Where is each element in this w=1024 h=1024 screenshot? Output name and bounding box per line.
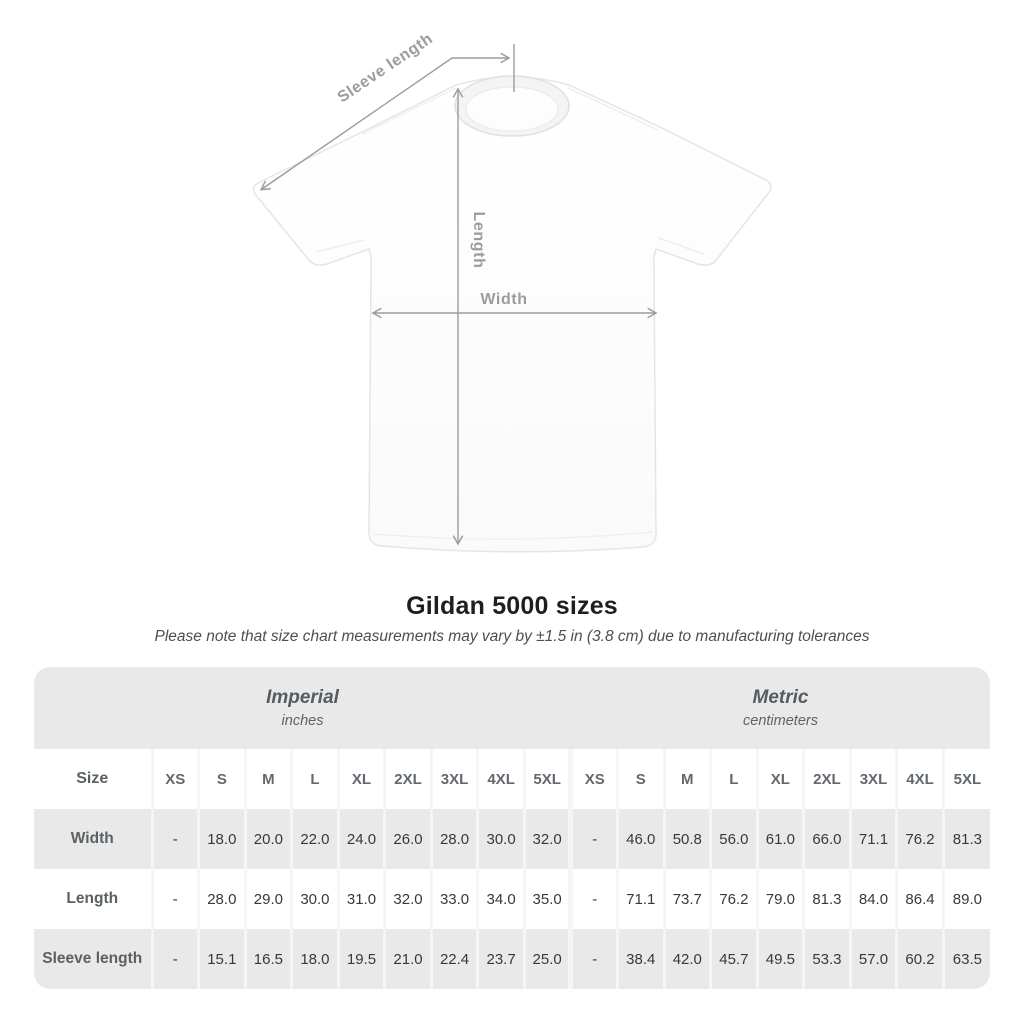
value-cell: 24.0 <box>338 809 385 869</box>
value-cell: 15.1 <box>199 929 246 989</box>
value-cell: - <box>571 869 618 929</box>
value-cell: 21.0 <box>385 929 432 989</box>
value-cell: 57.0 <box>850 929 897 989</box>
size-header-imperial-2xl: 2XL <box>385 749 432 809</box>
value-cell: 81.3 <box>943 809 990 869</box>
page-subtitle: Please note that size chart measurements may vary by ±1.5 in (3.8 cm) due to manufacturing tolerances <box>154 628 870 645</box>
t-shirt-shape <box>254 76 771 552</box>
size-header-metric-xl: XL <box>757 749 804 809</box>
value-cell: 63.5 <box>943 929 990 989</box>
width-label: Width <box>480 291 528 308</box>
value-cell: 22.0 <box>292 809 339 869</box>
value-cell: 79.0 <box>757 869 804 929</box>
value-cell: 49.5 <box>757 929 804 989</box>
value-cell: - <box>571 929 618 989</box>
value-cell: 28.0 <box>431 809 478 869</box>
size-header-imperial-s: S <box>199 749 246 809</box>
table-row <box>34 929 990 989</box>
value-cell: 71.1 <box>617 869 664 929</box>
unit-band <box>34 667 990 749</box>
size-header-metric-3xl: 3XL <box>850 749 897 809</box>
value-cell: 29.0 <box>245 869 292 929</box>
size-chart-card <box>34 667 990 989</box>
value-cell: 32.0 <box>524 809 571 869</box>
row-label: Width <box>34 809 152 869</box>
size-header-metric-m: M <box>664 749 711 809</box>
size-header-metric-4xl: 4XL <box>897 749 944 809</box>
length-label: Length <box>470 211 487 269</box>
value-cell: 46.0 <box>617 809 664 869</box>
value-cell: 22.4 <box>431 929 478 989</box>
value-cell: 86.4 <box>897 869 944 929</box>
value-cell: 28.0 <box>199 869 246 929</box>
value-cell: 89.0 <box>943 869 990 929</box>
value-cell: 18.0 <box>199 809 246 869</box>
value-cell: 42.0 <box>664 929 711 989</box>
size-header-imperial-m: M <box>245 749 292 809</box>
value-cell: 35.0 <box>524 869 571 929</box>
value-cell: 66.0 <box>804 809 851 869</box>
value-cell: 71.1 <box>850 809 897 869</box>
value-cell: - <box>152 809 199 869</box>
value-cell: 26.0 <box>385 809 432 869</box>
size-header-imperial-l: L <box>292 749 339 809</box>
value-cell: 60.2 <box>897 929 944 989</box>
sleeve-length-label: Sleeve length <box>334 30 437 107</box>
size-column-header: Size <box>34 749 152 809</box>
value-cell: 23.7 <box>478 929 525 989</box>
size-table <box>34 749 990 989</box>
row-label: Length <box>34 869 152 929</box>
value-cell: 73.7 <box>664 869 711 929</box>
table-row <box>34 809 990 869</box>
value-cell: 38.4 <box>617 929 664 989</box>
size-header-metric-2xl: 2XL <box>804 749 851 809</box>
size-header-imperial-xs: XS <box>152 749 199 809</box>
value-cell: 76.2 <box>711 869 758 929</box>
size-header-imperial-5xl: 5XL <box>524 749 571 809</box>
value-cell: 20.0 <box>245 809 292 869</box>
value-cell: 34.0 <box>478 869 525 929</box>
value-cell: 45.7 <box>711 929 758 989</box>
value-cell: 32.0 <box>385 869 432 929</box>
value-cell: - <box>152 929 199 989</box>
value-cell: 81.3 <box>804 869 851 929</box>
value-cell: 33.0 <box>431 869 478 929</box>
value-cell: 18.0 <box>292 929 339 989</box>
size-header-imperial-3xl: 3XL <box>431 749 478 809</box>
size-header-metric-l: L <box>711 749 758 809</box>
unit-group-imperial <box>34 667 571 749</box>
size-header-imperial-xl: XL <box>338 749 385 809</box>
table-row <box>34 869 990 929</box>
value-cell: 30.0 <box>292 869 339 929</box>
value-cell: 50.8 <box>664 809 711 869</box>
value-cell: 19.5 <box>338 929 385 989</box>
value-cell: 76.2 <box>897 809 944 869</box>
size-header-row <box>34 749 990 809</box>
size-header-metric-5xl: 5XL <box>943 749 990 809</box>
size-header-metric-xs: XS <box>571 749 618 809</box>
value-cell: 31.0 <box>338 869 385 929</box>
size-header-imperial-4xl: 4XL <box>478 749 525 809</box>
value-cell: - <box>152 869 199 929</box>
size-header-metric-s: S <box>617 749 664 809</box>
value-cell: 16.5 <box>245 929 292 989</box>
metric-sublabel: centimeters <box>743 713 818 729</box>
imperial-sublabel: inches <box>281 713 324 729</box>
value-cell: 25.0 <box>524 929 571 989</box>
value-cell: - <box>571 809 618 869</box>
row-label: Sleeve length <box>34 929 152 989</box>
unit-group-metric <box>571 667 990 749</box>
metric-label: Metric <box>752 687 809 708</box>
value-cell: 30.0 <box>478 809 525 869</box>
value-cell: 61.0 <box>757 809 804 869</box>
value-cell: 56.0 <box>711 809 758 869</box>
imperial-label: Imperial <box>266 687 339 708</box>
value-cell: 53.3 <box>804 929 851 989</box>
value-cell: 84.0 <box>850 869 897 929</box>
page-title: Gildan 5000 sizes <box>406 592 618 620</box>
